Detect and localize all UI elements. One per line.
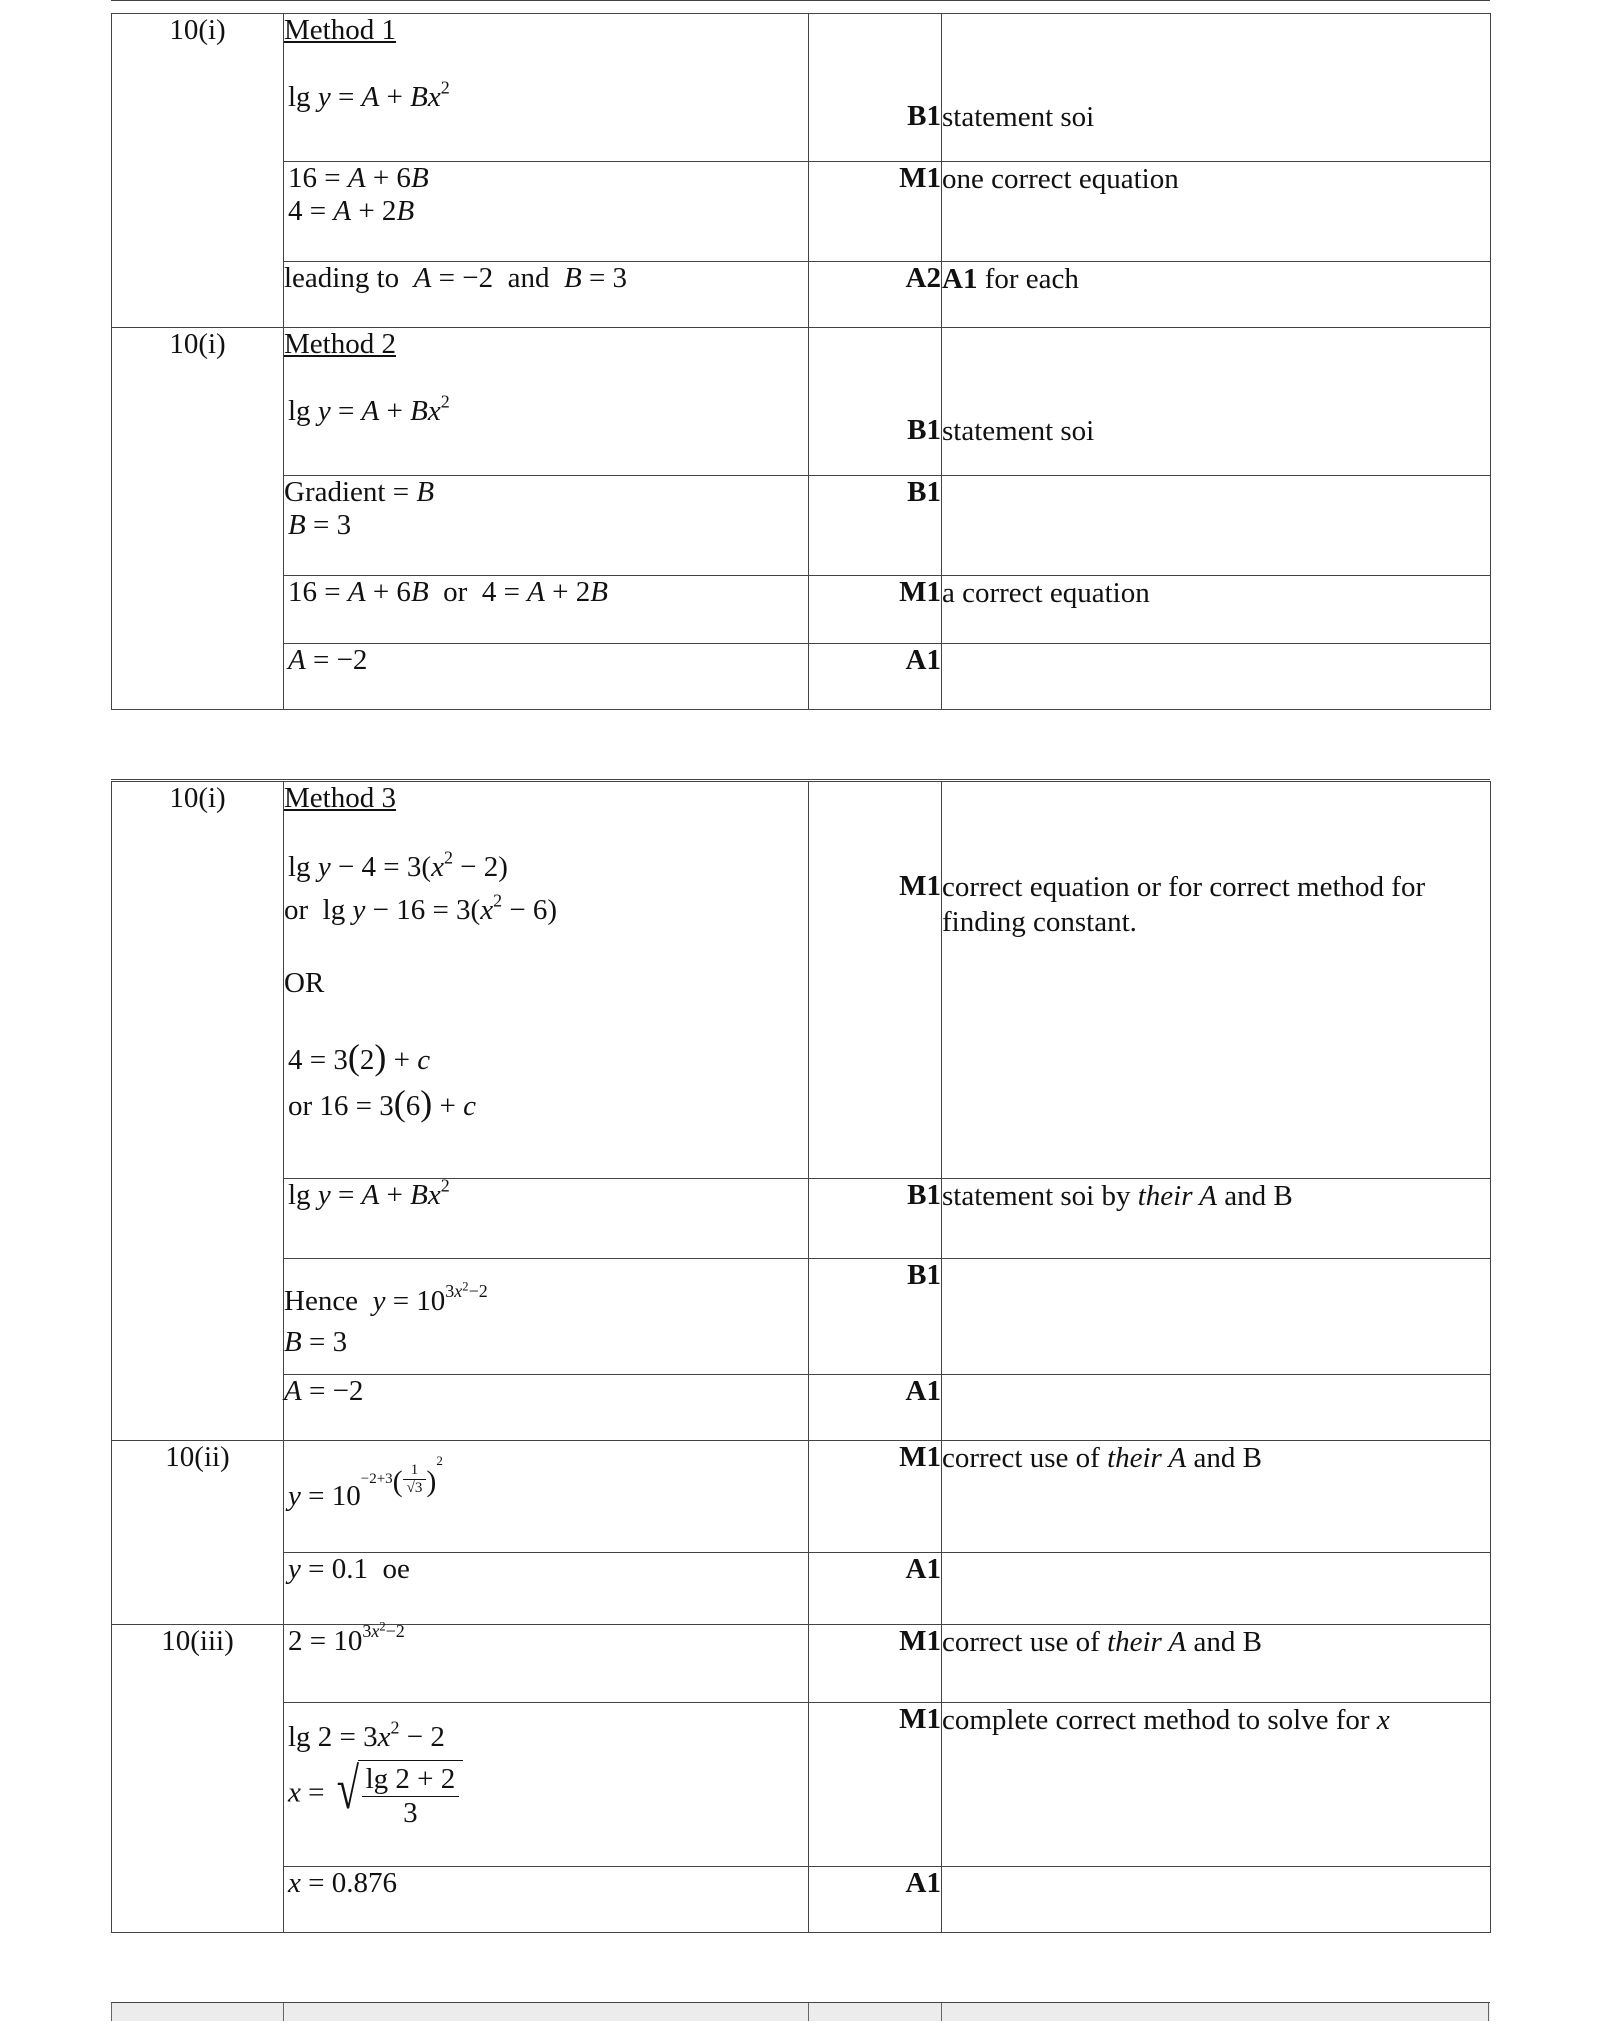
answer-cell: [284, 1259, 809, 1375]
answer-cell: [284, 328, 809, 476]
answer-cell: [284, 1553, 809, 1625]
mark-label: M1: [809, 1441, 942, 1553]
answer-cell: [284, 1620, 809, 1703]
answer-expression: or $\lg y - 16 = 3(x^2 - 6)$: [284, 890, 558, 926]
square-root: √ $\frac{\lg 2 + 2}{3}$: [332, 1760, 464, 1830]
guidance-text: one correct equation: [942, 162, 1491, 262]
guidance-text: a correct equation: [942, 576, 1491, 644]
mark-label: M1: [809, 782, 942, 1179]
answer-expression: y = 10−2+3( $\frac{1}{√3}$ )$^2$: [288, 1453, 443, 1512]
answer-cell: [284, 576, 809, 644]
guidance-text: statement soi: [942, 14, 1491, 162]
answer-expression: Hence $y = 10^{3x^2-2}$: [284, 1280, 488, 1317]
table-row: [112, 476, 1491, 576]
mark-label: B1: [809, 328, 942, 476]
guidance-text: correct use of their A and B: [942, 1441, 1491, 1553]
answer-cell: [284, 1175, 809, 1259]
or-label: OR: [284, 967, 325, 999]
answer-cell: [284, 262, 809, 328]
mark-scheme-table-methods-1-2: [111, 13, 1491, 710]
answer-cell: [284, 1375, 809, 1441]
mark-label: M1: [809, 1703, 942, 1867]
answer-expression: $\lg y = A + Bx^2$: [288, 77, 450, 113]
answer-expression: Gradient = B: [284, 476, 435, 508]
answer-expression: 4 = A + 2B: [288, 195, 415, 227]
answer-expression: $\lg y = A + Bx^2$: [288, 391, 450, 427]
answer-expression: y = 0.1 oe: [288, 1553, 410, 1585]
mark-label: B1: [809, 476, 942, 576]
answer-expression: $\lg y = A + Bx^2$: [288, 1175, 450, 1211]
table-row: [112, 162, 1491, 262]
guidance-text: statement soi by their A and B: [942, 1179, 1491, 1259]
answer-expression: $2 = 10^{3x^2-2}$: [288, 1620, 405, 1657]
guidance-text: [942, 476, 1491, 576]
method-heading: Method 1: [284, 14, 396, 46]
answer-expression: or 16 = 3(6) + c: [288, 1083, 476, 1123]
table-row: [112, 782, 1491, 1179]
answer-cell: [284, 476, 809, 576]
question-number: 10(iii): [112, 1625, 284, 1933]
answer-expression: 4 = 3(2) + c: [288, 1037, 431, 1077]
table-row: [112, 1375, 1491, 1441]
question-number: 10(i): [112, 782, 284, 1441]
table-row: [112, 1441, 1491, 1553]
table-row: [112, 576, 1491, 644]
table-row: [112, 1867, 1491, 1933]
guidance-text: correct use of their A and B: [942, 1625, 1491, 1703]
fraction: $\frac{1}{√3}$: [403, 1462, 427, 1497]
table-row: [112, 328, 1491, 476]
mark-label: B1: [809, 1259, 942, 1375]
answer-expression: 16 = A + 6B or 4 = A + 2B: [288, 576, 608, 608]
answer-cell: [284, 1867, 809, 1933]
next-table-stub: [111, 2002, 1490, 2021]
fraction: $\frac{\lg 2 + 2}{3}$: [362, 1763, 460, 1830]
mark-label: B1: [809, 14, 942, 162]
answer-cell: [284, 14, 809, 162]
guidance-text: complete correct method to solve for x: [942, 1703, 1491, 1867]
question-number: 10(i): [112, 14, 284, 328]
answer-cell: [284, 644, 809, 710]
guidance-text: statement soi: [942, 328, 1491, 476]
page-top-edge: [111, 0, 1490, 1]
answer-cell: [284, 1703, 809, 1867]
table-row: [112, 1259, 1491, 1375]
question-number: 10(ii): [112, 1441, 284, 1625]
mark-label: A1: [809, 1867, 942, 1933]
mark-label: M1: [809, 162, 942, 262]
mark-label: A1: [809, 1375, 942, 1441]
table-row: [112, 1625, 1491, 1703]
table-row: [112, 262, 1491, 328]
answer-expression: 16 = A + 6B: [288, 162, 429, 194]
answer-cell: [284, 782, 809, 1179]
guidance-text: [942, 644, 1491, 710]
table-top-edge: [111, 779, 1490, 780]
answer-expression: x = 0.876: [288, 1867, 397, 1899]
table-row: [112, 1553, 1491, 1625]
mark-scheme-table-method-3-and-parts: [111, 781, 1491, 1933]
mark-label: M1: [809, 1625, 942, 1703]
answer-cell: [284, 162, 809, 262]
answer-expression: B = 3: [288, 509, 352, 541]
guidance-text: correct equation or for correct method for finding constant.: [942, 782, 1491, 1179]
mark-label: M1: [809, 576, 942, 644]
question-number: 10(i): [112, 328, 284, 710]
table-row: [112, 1179, 1491, 1259]
method-heading: Method 3: [284, 782, 396, 814]
answer-expression: A = −2: [288, 644, 368, 676]
answer-expression: leading to A = −2 and B = 3: [284, 262, 628, 294]
mark-label: A1: [809, 644, 942, 710]
answer-expression: A = −2: [284, 1375, 364, 1407]
answer-expression: B = 3: [284, 1326, 348, 1358]
table-row: [112, 644, 1491, 710]
guidance-text: [942, 1259, 1491, 1375]
table-row: [112, 1703, 1491, 1867]
guidance-text: [942, 1375, 1491, 1441]
mark-label: B1: [809, 1179, 942, 1259]
answer-expression: $\lg 2 = 3x^2 - 2$: [288, 1717, 445, 1753]
answer-cell: [284, 1441, 809, 1553]
guidance-text: [942, 1867, 1491, 1933]
method-heading: Method 2: [284, 328, 396, 360]
mark-label: A2: [809, 262, 942, 328]
answer-expression: x = √ $\frac{\lg 2 + 2}{3}$: [284, 1760, 808, 1830]
table-row: [112, 14, 1491, 162]
guidance-text: A1 for each: [942, 262, 1491, 328]
mark-label: A1: [809, 1553, 942, 1625]
guidance-text: [942, 1553, 1491, 1625]
answer-expression: $\lg y - 4 = 3(x^2 - 2)$: [288, 847, 508, 883]
